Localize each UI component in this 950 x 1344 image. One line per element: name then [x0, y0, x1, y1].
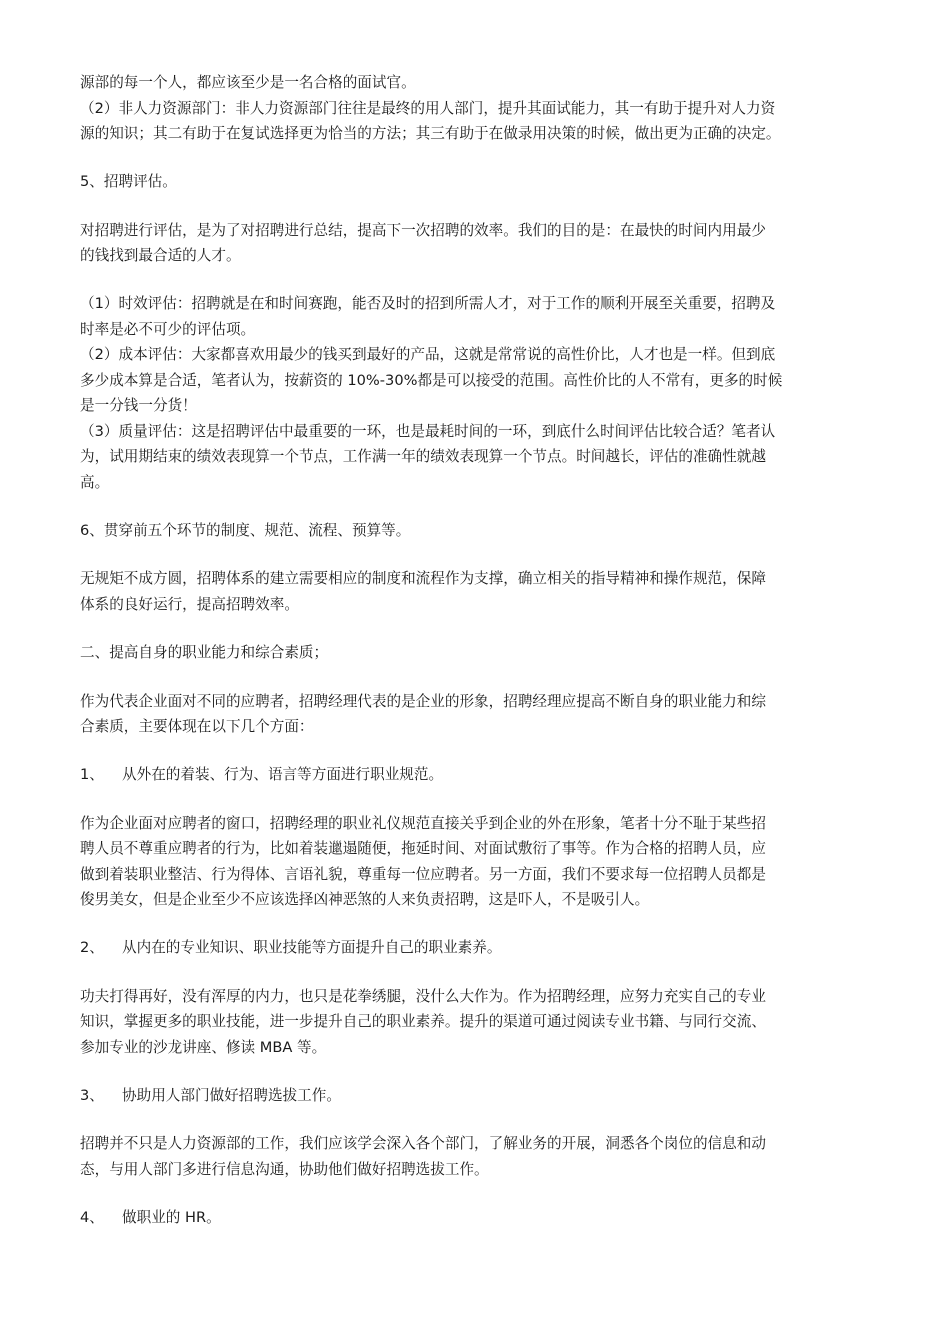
paragraph-spacer: [80, 544, 882, 567]
text-line: 合素质，主要体现在以下几个方面：: [80, 718, 314, 736]
text-line: 源的知识；其二有助于在复试选择更为恰当的方法；其三有助于在做录用决策的时候，做出更为正确的决定。: [80, 125, 781, 142]
paragraph-spacer: [80, 1109, 882, 1132]
paragraph: [80, 1131, 882, 1182]
text-line: （2）非人力资源部门：非人力资源部门往往是最终的用人部门，提升其面试能力，其一有助于提升对人力资: [80, 99, 776, 117]
list-item-line: [80, 1205, 882, 1231]
text-line: 是一分钱一分货！: [80, 397, 197, 415]
paragraph-spacer: [80, 1182, 882, 1205]
text-line: 时率是必不可少的评估项。: [80, 320, 256, 338]
text-line: 作为企业面对应聘者的窗口，招聘经理的职业礼仪规范直接关乎到企业的外在形象，笔者十分不耻于某些招: [80, 814, 766, 832]
list-item-number: 3、: [80, 1087, 104, 1105]
text-line: 对招聘进行评估，是为了对招聘进行总结，提高下一次招聘的效率。我们的目的是：在最快的时间内用最少: [80, 221, 766, 239]
paragraph-spacer: [80, 269, 882, 292]
text-line: 二、提高自身的职业能力和综合素质；: [80, 644, 329, 662]
text-line: 作为代表企业面对不同的应聘者，招聘经理代表的是企业的形象，招聘经理应提高不断自身的职业能力和综: [80, 692, 766, 710]
paragraph: [80, 342, 882, 419]
paragraph: [80, 419, 882, 496]
list-item-text: 协助用人部门做好招聘选拔工作。: [122, 1087, 341, 1105]
paragraph-spacer: [80, 147, 882, 170]
list-item: [80, 1083, 882, 1109]
paragraph: [80, 96, 882, 147]
text-line: 为，试用期结束的绩效表现算一个节点，工作满一年的绩效表现算一个节点。时间越长，评估的准确性就越: [80, 448, 766, 466]
text-line: （1）时效评估：招聘就是在和时间赛跑，能否及时的招到所需人才，对于工作的顺利开展至关重要，招聘及: [80, 295, 776, 313]
paragraph: [80, 640, 882, 666]
text-line: （2）成本评估：大家都喜欢用最少的钱买到最好的产品，这就是常常说的高性价比，人才也是一样。但到底: [80, 346, 776, 364]
text-line: 源部的每一个人，都应该至少是一名合格的面试官。: [80, 74, 416, 91]
paragraph: [80, 169, 882, 195]
paragraph: [80, 518, 882, 544]
paragraph: [80, 984, 882, 1061]
text-line: 高。: [80, 473, 110, 491]
list-item-number: 4、: [80, 1209, 104, 1227]
text-line: 招聘并不只是人力资源部的工作，我们应该学会深入各个部门，了解业务的开展，洞悉各个岗位的信息和动: [80, 1135, 766, 1153]
text-line: 聘人员不尊重应聘者的行为，比如着装邋遢随便，拖延时间、对面试敷衍了事等。作为合格的招聘人员，应: [80, 840, 766, 858]
paragraph: [80, 566, 882, 617]
list-item-line: [80, 935, 882, 961]
paragraph-spacer: [80, 666, 882, 689]
text-line: 参加专业的沙龙讲座、修读 MBA 等。: [80, 1038, 327, 1056]
list-item-text: 做职业的 HR。: [122, 1209, 221, 1227]
text-line: 多少成本算是合适，笔者认为，按薪资的 10%-30%都是可以接受的范围。高性价比的人不常有，更多的时候: [80, 371, 783, 389]
paragraph-spacer: [80, 788, 882, 811]
paragraph-spacer: [80, 961, 882, 984]
text-line: 6、贯穿前五个环节的制度、规范、流程、预算等。: [80, 522, 411, 540]
paragraph: [80, 70, 882, 96]
text-line: （3）质量评估：这是招聘评估中最重要的一环，也是最耗时间的一环，到底什么时间评估比较合适？笔者认: [80, 422, 776, 440]
list-item-text: 从外在的着装、行为、语言等方面进行职业规范。: [122, 766, 444, 784]
list-item-text: 从内在的专业知识、职业技能等方面提升自己的职业素养。: [122, 939, 502, 957]
list-item-number: 2、: [80, 939, 104, 957]
text-line: 态，与用人部门多进行信息沟通，协助他们做好招聘选拔工作。: [80, 1160, 489, 1178]
list-item-number: 1、: [80, 766, 104, 784]
paragraph-spacer: [80, 495, 882, 518]
paragraph-spacer: [80, 740, 882, 763]
paragraph: [80, 811, 882, 913]
paragraph: [80, 218, 882, 269]
paragraph-spacer: [80, 1060, 882, 1083]
document-page: [80, 70, 882, 1231]
list-item-line: [80, 762, 882, 788]
list-item: [80, 935, 882, 961]
list-item: [80, 1205, 882, 1231]
text-line: 5、招聘评估。: [80, 173, 177, 191]
text-line: 的钱找到最合适的人才。: [80, 247, 241, 265]
paragraph-spacer: [80, 195, 882, 218]
list-item: [80, 762, 882, 788]
text-line: 体系的良好运行，提高招聘效率。: [80, 595, 299, 613]
paragraph-spacer: [80, 913, 882, 936]
paragraph-spacer: [80, 617, 882, 640]
text-line: 做到着装职业整洁、行为得体、言语礼貌，尊重每一位应聘者。另一方面，我们不要求每一位招聘人员都是: [80, 865, 766, 883]
text-line: 俊男美女，但是企业至少不应该选择凶神恶煞的人来负责招聘，这是吓人，不是吸引人。: [80, 891, 650, 909]
text-line: 知识，掌握更多的职业技能，进一步提升自己的职业素养。提升的渠道可通过阅读专业书籍、与同行交流、: [80, 1013, 766, 1031]
paragraph: [80, 689, 882, 740]
list-item-line: [80, 1083, 882, 1109]
paragraph: [80, 291, 882, 342]
text-line: 无规矩不成方圆，招聘体系的建立需要相应的制度和流程作为支撑，确立相关的指导精神和操作规范，保障: [80, 570, 766, 588]
text-line: 功夫打得再好，没有浑厚的内力，也只是花拳绣腿，没什么大作为。作为招聘经理，应努力充实自己的专业: [80, 987, 766, 1005]
